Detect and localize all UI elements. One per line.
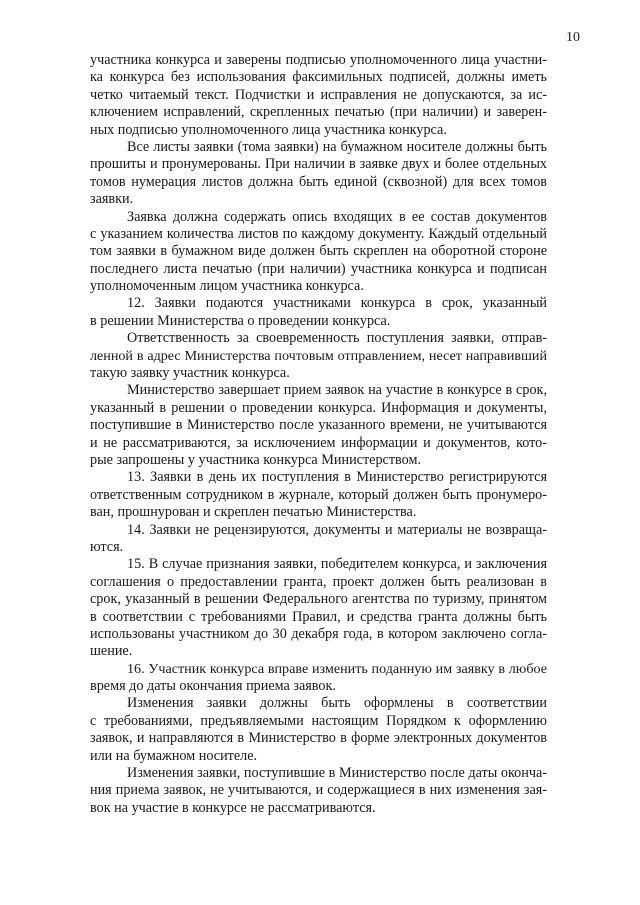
text-line: Ответственность за своевременность поступления заявки, отправ- [127, 330, 547, 347]
text-line: ются. [90, 538, 124, 555]
text-line: и не рассматриваются, за исключением информации и документов, кото- [90, 434, 547, 451]
text-line: время до даты окончания приема заявок. [90, 678, 336, 695]
text-line: использованы участником до 30 декабря года, в котором заключено согла- [90, 625, 547, 642]
text-line: поступившие в Министерство после указанного времени, не учитываются [90, 417, 547, 434]
text-line: 12. Заявки подаются участниками конкурса в срок, указанный [127, 295, 547, 312]
text-line: Министерство завершает прием заявок на участие в конкурсе в срок, [127, 382, 547, 399]
document-body [90, 52, 547, 817]
text-line: томов нумерация листов должна быть единой (сквозной) для всех томов [90, 173, 547, 190]
text-line: четко читаемый текст. Подчистки и исправления не допускаются, за ис- [90, 86, 547, 103]
text-line: вок на участие в конкурсе не рассматриваются. [90, 799, 376, 816]
text-line: заявок, и направляются в Министерство в форме электронных документов [90, 730, 547, 747]
text-line: с требованиями, предъявляемыми настоящим Порядком к оформлению [90, 712, 547, 729]
text-line: 16. Участник конкурса вправе изменить поданную им заявку в любое [127, 660, 547, 677]
text-line: участника конкурса и заверены подписью уполномоченного лица участни- [90, 52, 547, 68]
text-line: Изменения заявки должны быть оформлены в соответствии [127, 695, 547, 712]
text-line: ленной в адрес Министерства почтовым отправлением, несет направивший [90, 347, 547, 364]
text-line: Все листы заявки (тома заявки) на бумажном носителе должны быть [127, 138, 547, 155]
text-line: ка конкурса без использования факсимильных подписей, должны иметь [90, 69, 547, 86]
text-line: или на бумажном носителе. [90, 747, 258, 764]
text-line: последнего листа печатью (при наличии) участника конкурса и подписан [90, 260, 547, 277]
page-number: 10 [566, 30, 580, 45]
text-line: шение. [90, 643, 133, 660]
text-line: такую заявку участник конкурса. [90, 365, 290, 382]
text-line: указанный в решении о проведении конкурса. Информация и документы, [90, 399, 547, 416]
text-line: ных подписью уполномоченного лица участника конкурса. [90, 121, 447, 138]
text-line: соглашения о предоставлении гранта, проект должен быть реализован в [90, 573, 547, 590]
text-line: заявки. [90, 191, 134, 208]
text-line: ответственным сотрудником в журнале, который должен быть пронумеро- [90, 486, 547, 503]
text-line: 13. Заявки в день их поступления в Министерство регистрируются [127, 469, 547, 486]
text-line: с указанием количества листов по каждому документу. Каждый отдельный [90, 225, 547, 242]
text-line: прошиты и пронумерованы. При наличии в заявке двух и более отдельных [90, 156, 547, 173]
text-line: Заявка должна содержать опись входящих в ее состав документов [127, 208, 547, 225]
text-line: рые запрошены у участника конкурса Министерством. [90, 451, 422, 468]
text-line: Изменения заявки, поступившие в Министерство после даты оконча- [127, 765, 547, 782]
text-line: срок, указанный в решении Федерального агентства по туризму, принятом [90, 591, 547, 608]
text-line: ключением исправлений, скрепленных печатью (при наличии) и заверен- [90, 104, 547, 121]
text-line: том заявки в бумажном виде должен быть скреплен на оборотной стороне [90, 243, 547, 260]
text-line: в соответствии с требованиями Правил, и средства гранта должны быть [90, 608, 547, 625]
text-line: в решении Министерства о проведении конкурса. [90, 312, 391, 329]
text-line: ния приема заявок, не учитываются, и содержащиеся в них изменения зая- [90, 782, 547, 799]
text-line: 15. В случае признания заявки, победителем конкурса, и заключения [127, 556, 547, 573]
text-line: уполномоченным лицом участника конкурса. [90, 278, 364, 295]
text-line: ван, прошнурован и скреплен печатью Министерства. [90, 504, 417, 521]
text-line: 14. Заявки не рецензируются, документы и материалы не возвраща- [127, 521, 547, 538]
